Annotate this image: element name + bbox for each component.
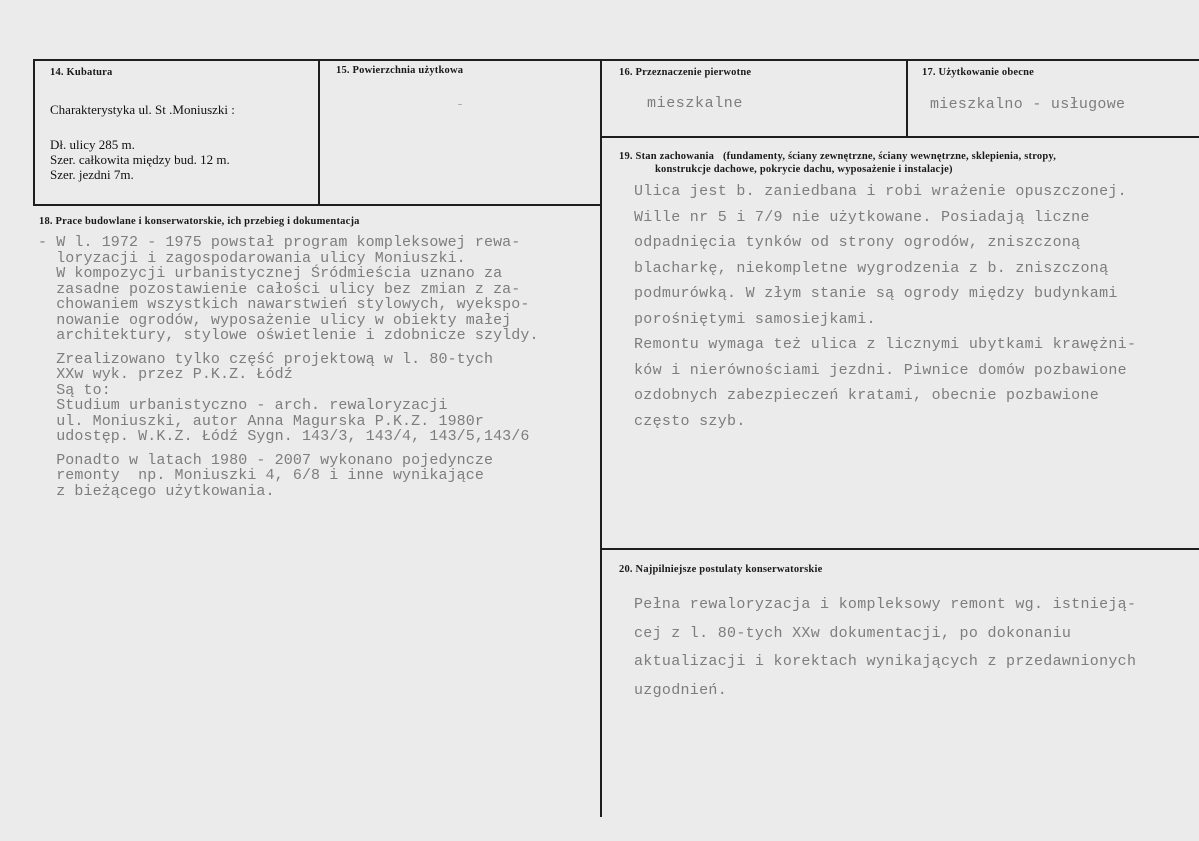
field19-title: 19. Stan zachowania [619, 151, 715, 162]
field18-line: Studium urbanistyczno - arch. rewaloryzacji [38, 397, 448, 414]
left-border-line [33, 59, 35, 206]
field20-line: uzgodnień. [634, 681, 728, 699]
field20-line: Pełna rewaloryzacja i kompleksowy remont wg. istnieją- [634, 596, 1137, 613]
field15-label: 15. Powierzchnia użytkowa [336, 65, 464, 76]
field19-line: Remontu wymaga też ulica z licznymi ubytkami krawężni- [634, 336, 1137, 353]
field14-street-length: Dł. ulicy 285 m. [50, 137, 135, 152]
field18-line: zasadne pozostawienie całości ulicy bez zmian z za- [38, 280, 521, 298]
top-border-line [33, 59, 1199, 61]
field18-line: Zrealizowano tylko część projektową w l. 80-tych [38, 350, 494, 368]
field19-line: ozdobnych zabezpieczeń kratami, obecnie pozbawione [634, 387, 1100, 404]
field18-line: remonty np. Moniuszki 4, 6/8 i inne wynikające [38, 467, 484, 484]
field15-value: - [456, 97, 464, 112]
field18-line: nowanie ogrodów, wyposażenie ulicy w obiekty małej [38, 311, 512, 329]
row1-divider-line [601, 136, 1199, 138]
field18-line: architektury, stylowe oświetlenie i zdobnicze szyldy. [38, 327, 539, 344]
field19-text-block [634, 179, 1136, 434]
field19-sublabel-2: konstrukcje dachowe, pokrycie dachu, wyposażenie i instalacje) [655, 164, 953, 175]
row3-right-divider-line [601, 548, 1199, 550]
field19-line: porośniętymi samosiejkami. [634, 310, 876, 328]
field20-line: cej z l. 80-tych XXw dokumentacji, po dokonaniu [634, 624, 1072, 642]
field14-label: 14. Kubatura [50, 67, 113, 78]
field19-label [619, 150, 1056, 163]
field14-total-width: Szer. całkowita między bud. 12 m. [50, 152, 230, 167]
field18-line: Są to: [38, 381, 111, 399]
field20-label: 20. Najpilniejsze postulaty konserwatorskie [619, 564, 823, 575]
field20-line: aktualizacji i korektach wynikających z przedawnionych [634, 653, 1137, 670]
field16-value: mieszkalne [647, 95, 744, 112]
field14-roadway-width: Szer. jezdni 7m. [50, 167, 134, 182]
field18-line: Ponadto w latach 1980 - 2007 wykonano pojedyncze [38, 451, 494, 469]
center-divider-line [600, 59, 602, 817]
field17-value: mieszkalno - usługowe [930, 96, 1126, 113]
field18-line: - W l. 1972 - 1975 powstał program kompleksowej rewa- [38, 234, 521, 251]
field19-line: Wille nr 5 i 7/9 nie użytkowane. Posiadają liczne [634, 208, 1090, 226]
field18-line: W kompozycji urbanistycznej Śródmieścia uznano za [38, 265, 503, 282]
field19-sublabel-1: (fundamenty, ściany zewnętrzne, ściany wewnętrzne, sklepienia, stropy, [722, 151, 1057, 162]
field19-line: ków i nierównościami jezdni. Piwnice domów pozbawione [634, 361, 1127, 379]
field18-line: loryzacji i zagospodarowania ulicy Moniuszki. [38, 249, 466, 267]
field18-line: XXw wyk. przez P.K.Z. Łódź [38, 366, 293, 383]
field20-text-block [634, 591, 1136, 705]
field18-line: z bieżącego użytkowania. [38, 482, 275, 500]
field19-line: Ulica jest b. zaniedbana i robi wrażenie opuszczonej. [634, 183, 1127, 200]
field17-label: 17. Użytkowanie obecne [922, 67, 1035, 78]
field18-line: ul. Moniuszki, autor Anna Magurska P.K.Z. 1980r [38, 412, 484, 430]
field19-line: odpadnięcia tynków od strony ogrodów, zniszczoną [634, 234, 1081, 251]
field18-label: 18. Prace budowlane i konserwatorskie, ich przebieg i dokumentacja [39, 216, 360, 227]
field18-line: udostęp. W.K.Z. Łódź Sygn. 143/3, 143/4, 143/5,143/6 [38, 428, 530, 445]
field19-line: blacharkę, niekompletne wygrodzenia z b. zniszczoną [634, 259, 1109, 277]
field16-label: 16. Przeznaczenie pierwotne [619, 67, 752, 78]
field14-characteristics: Charakterystyka ul. St .Moniuszki : [50, 102, 235, 117]
row2-left-divider-line [33, 204, 601, 206]
col-divider-16-17 [906, 59, 908, 138]
field19-line: często szyb. [634, 412, 746, 430]
col-divider-14-15 [318, 59, 320, 206]
field19-line: podmurówką. W złym stanie są ogrody między budynkami [634, 285, 1118, 302]
field18-text-block [38, 235, 539, 499]
field18-line: chowaniem wszystkich nawarstwień stylowych, wyekspo- [38, 296, 530, 313]
